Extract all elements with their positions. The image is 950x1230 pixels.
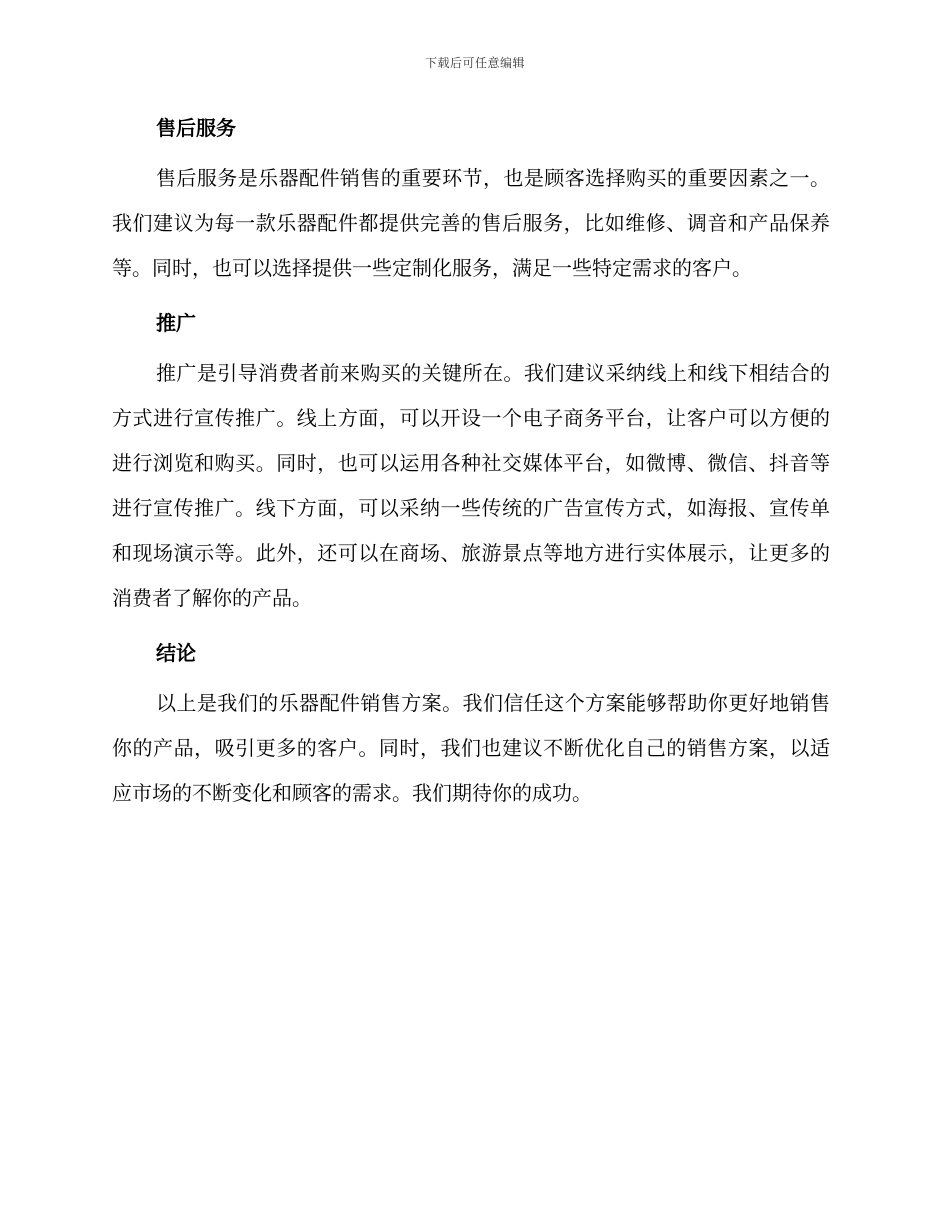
page-header-note: 下载后可任意编辑: [424, 56, 525, 70]
section-heading-promotion: 推广: [156, 311, 196, 335]
section-heading-conclusion: 结论: [156, 641, 196, 665]
section-paragraph-after-sales: 售后服务是乐器配件销售的重要环节，也是顾客选择购买的重要因素之一。我们建议为每一款乐器配件都提供完善的售后服务，比如维修、调音和产品保养等。同时，也可以选择提供一些定制化服务，满足一些特定需求的客户。: [112, 166, 830, 280]
section-heading-after-sales: 售后服务: [156, 116, 236, 140]
document-body: [112, 110, 830, 830]
section-paragraph-promotion: 推广是引导消费者前来购买的关键所在。我们建议采纳线上和线下相结合的方式进行宣传推广。线上方面，可以开设一个电子商务平台，让客户可以方便的进行浏览和购买。同时，也可以运用各种社交媒体平台，如微博、微信、抖音等进行宣传推广。线下方面，可以采纳一些传统的广告宣传方式，如海报、宣传单和现场演示等。此外，还可以在商场、旅游景点等地方进行实体展示，让更多的消费者了解你的产品。: [112, 361, 830, 610]
section-paragraph-conclusion: 以上是我们的乐器配件销售方案。我们信任这个方案能够帮助你更好地销售你的产品，吸引更多的客户。同时，我们也建议不断优化自己的销售方案，以适应市场的不断变化和顾客的需求。我们期待你的成功。: [112, 691, 830, 805]
